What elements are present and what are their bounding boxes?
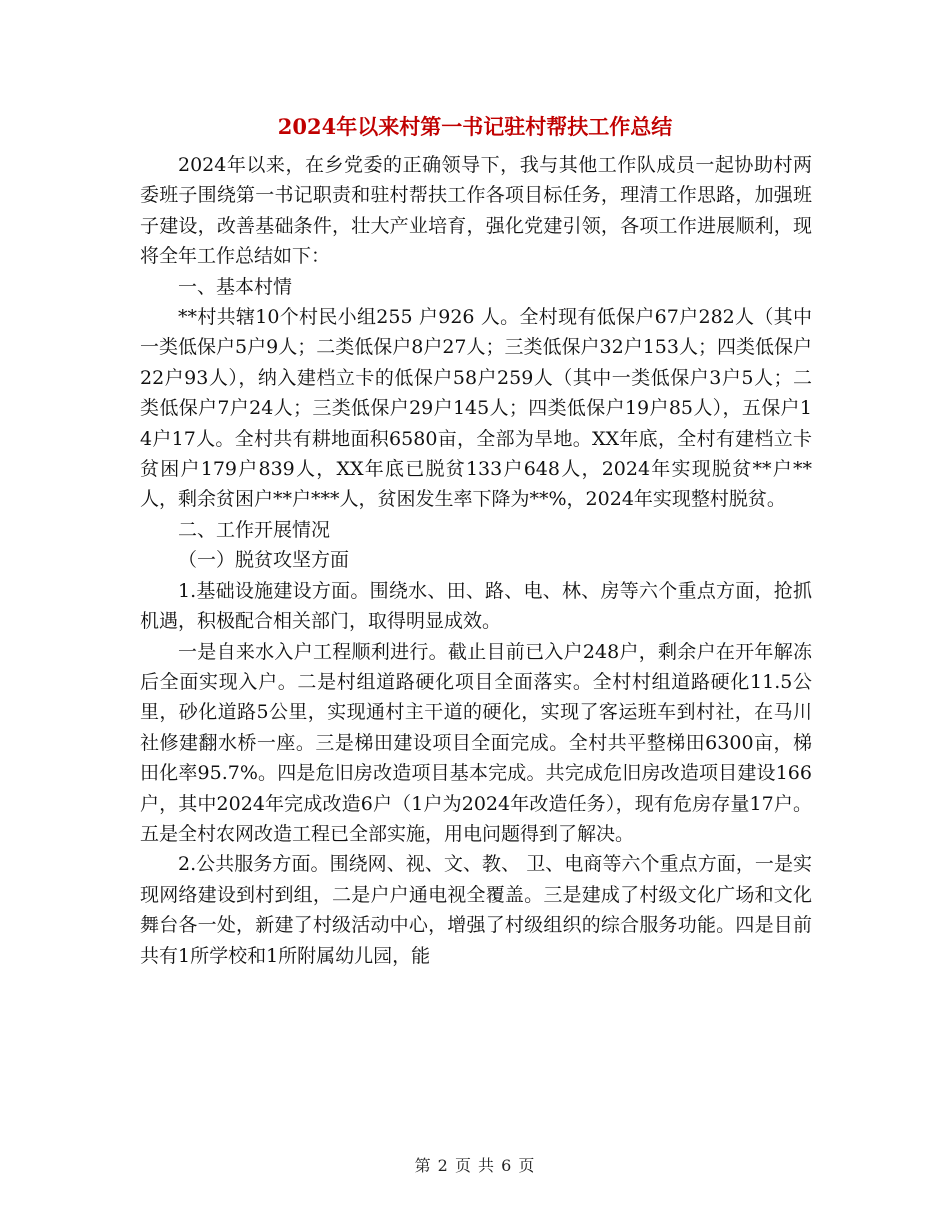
subsection-heading-poverty: （一）脱贫攻坚方面 bbox=[178, 549, 350, 572]
section-heading-basic-info: 一、基本村情 bbox=[178, 275, 293, 298]
intro-paragraph: 2024年以来，在乡党委的正确领导下，我与其他工作队成员一起协助村两委班子围绕第一书记职责和驻村帮扶工作各项目标任务，理清工作思路，加强班子建设，改善基础条件，壮大产业培育，强化党建引领，各项工作进展顺利，现将全年工作总结如下： bbox=[140, 154, 812, 268]
infrastructure-paragraph: 1.基础设施建设方面。围绕水、田、路、电、林、房等六个重点方面，抢抓机遇，积极配合相关部门，取得明显成效。 bbox=[140, 579, 812, 633]
infrastructure-details-paragraph: 一是自来水入户工程顺利进行。截止目前已入户248户，剩余户在开年解冻后全面实现入户。二是村组道路硬化项目全面落实。全村村组道路硬化11.5公里，砂化道路5公里，实现通村主干道的硬化，实现了客运班车到村社，在马川社修建翻水桥一座。三是梯田建设项目全面完成。全村共平整梯田6300亩，梯田化率95.7%。四是危旧房改造项目基本完成。共完成危旧房改造项目建设166户，其中2024年完成改造6户（1户为2024年改造任务），现有危房存量17户。五是全村农网改造工程已全部实施，用电问题得到了解决。 bbox=[140, 640, 812, 845]
document-body bbox=[140, 150, 812, 971]
page-footer: 第 2 页 共 6 页 bbox=[414, 1156, 536, 1175]
public-services-paragraph: 2.公共服务方面。围绕网、视、文、教、 卫、电商等六个重点方面，一是实现网络建设到村到组，二是户户通电视全覆盖。三是建成了村级文化广场和文化舞台各一处，新建了村级活动中心，增强了村级组织的综合服务功能。四是目前共有1所学校和1所附属幼儿园，能 bbox=[140, 853, 812, 967]
document-title: 2024年以来村第一书记驻村帮扶工作总结 bbox=[277, 114, 673, 139]
section-heading-work-progress: 二、工作开展情况 bbox=[178, 518, 331, 541]
basic-info-paragraph: **村共辖10个村民小组255 户926 人。全村现有低保户67户282人（其中一类低保户5户9人；二类低保户8户27人；三类低保户32户153人；四类低保户22户93人），纳入建档立卡的低保户58户259人（其中一类低保户3户5人；二类低保户7户24人；三类低保户29户145人；四类低保户19户85人），五保户14户17人。全村共有耕地面积6580亩，全部为旱地。XX年底，全村有建档立卡贫困户179户839人，XX年底已脱贫133户648人，2024年实现脱贫**户**人，剩余贫困户**户***人，贫困发生率下降为**%，2024年实现整村脱贫。 bbox=[140, 306, 812, 511]
